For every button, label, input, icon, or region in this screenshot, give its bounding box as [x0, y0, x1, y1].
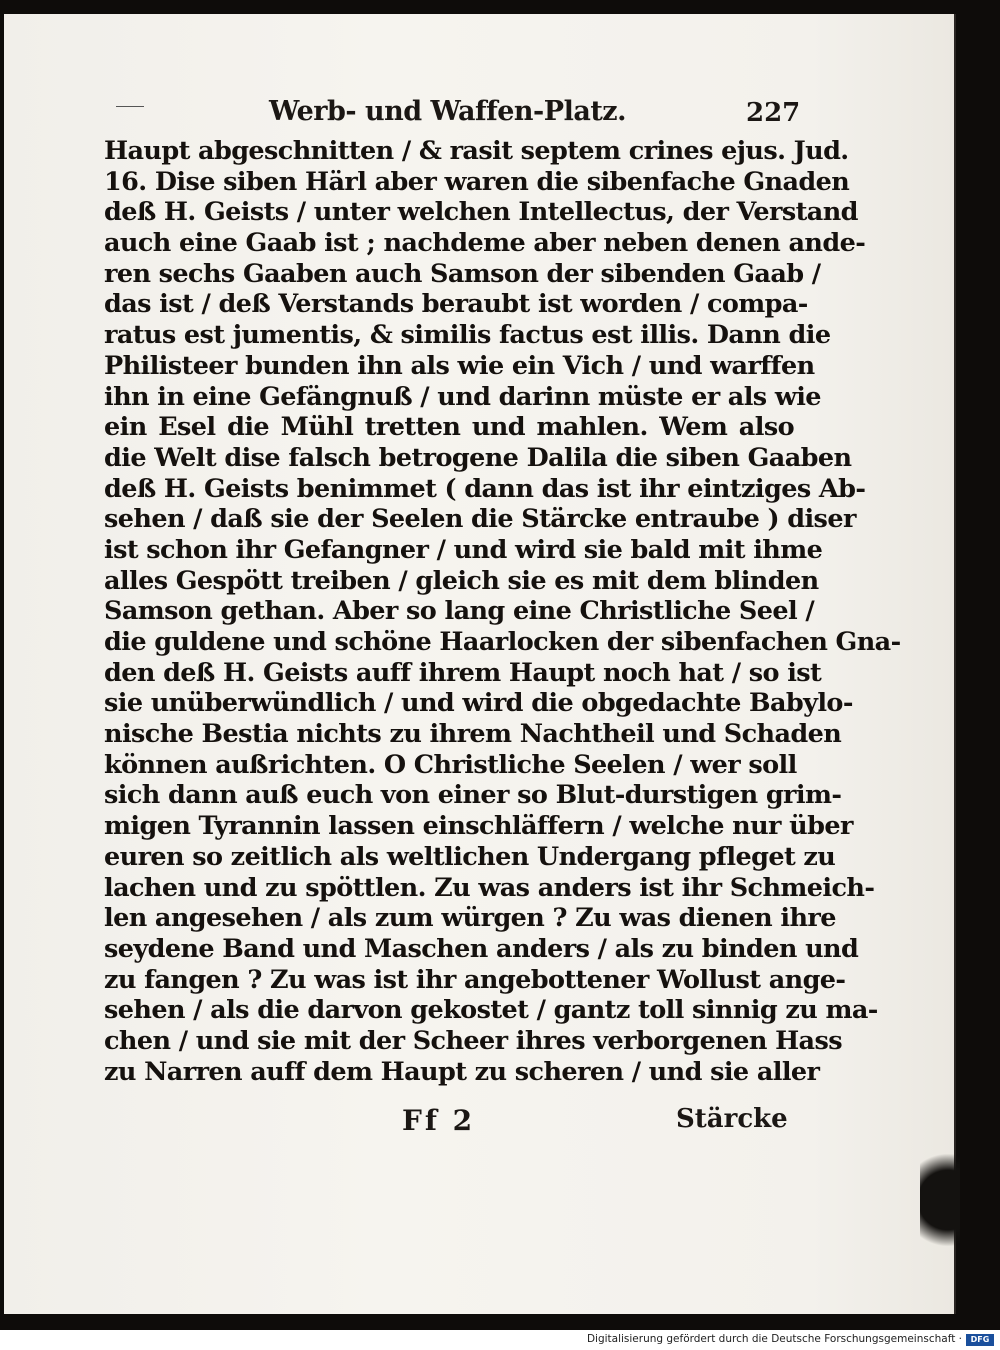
- text-line: euren so zeitlich als weltlichen Undergang pfleget zu: [104, 841, 836, 872]
- page-edge-shadow: [920, 1140, 960, 1260]
- page-number: 227: [746, 98, 801, 128]
- body-text: [104, 136, 901, 1087]
- text-line: ihn in eine Gefängnuß / und darinn müste er als wie: [104, 381, 821, 412]
- text-line: ratus est jumentis, & similis factus est illis. Dann die: [104, 320, 831, 351]
- text-line: deß H. Geists / unter welchen Intellectus, der Verstand: [104, 197, 858, 228]
- text-line: auch eine Gaab ist ; nachdeme aber neben denen ande-: [104, 228, 866, 259]
- book-page: [4, 14, 956, 1314]
- text-line: sie unüberwündlich / und wird die obgedachte Babylo-: [104, 688, 853, 719]
- text-line: zu fangen ? Zu was ist ihr angebottener Wollust ange-: [104, 964, 846, 995]
- signature-mark: Ff 2: [402, 1104, 476, 1137]
- margin-rule: [116, 106, 144, 107]
- text-line: den deß H. Geists auff ihrem Haupt noch hat / so ist: [104, 657, 822, 688]
- text-line: lachen und zu spöttlen. Zu was anders ist ihr Schmeich-: [104, 872, 875, 903]
- text-line: Philisteer bunden ihn als wie ein Vich / und warffen: [104, 350, 815, 381]
- text-line: zu Narren auff dem Haupt zu scheren / und sie aller: [104, 1056, 820, 1087]
- text-line: ren sechs Gaaben auch Samson der sibenden Gaab /: [104, 258, 821, 289]
- text-line: die guldene und schöne Haarlocken der sibenfachen Gna-: [104, 627, 901, 657]
- text-line: ist schon ihr Gefangner / und wird sie bald mit ihme: [104, 534, 823, 565]
- text-line: sehen / als die darvon gekostet / gantz toll sinnig zu ma-: [104, 995, 878, 1026]
- text-line: Samson gethan. Aber so lang eine Christliche Seel /: [104, 596, 815, 627]
- text-line: seydene Band und Maschen anders / als zu binden und: [104, 933, 859, 964]
- text-line: sehen / daß sie der Seelen die Stärcke entraube ) diser: [104, 504, 856, 535]
- text-line: alles Gespött treiben / gleich sie es mit dem blinden: [104, 565, 819, 596]
- text-line: ein Esel die Mühl tretten und mahlen. Wem also: [104, 412, 794, 443]
- text-line: deß H. Geists benimmet ( dann das ist ihr eintziges Ab-: [104, 473, 866, 504]
- running-head: Werb- und Waffen-Platz.: [269, 96, 627, 127]
- footer: [0, 1330, 1000, 1350]
- text-line: len angesehen / als zum würgen ? Zu was dienen ihre: [104, 903, 836, 934]
- text-line: sich dann auß euch von einer so Blut-durstigen grim-: [104, 780, 842, 811]
- text-line: nische Bestia nichts zu ihrem Nachtheil und Schaden: [104, 719, 842, 750]
- text-line: das ist / deß Verstands beraubt ist worden / compa-: [104, 289, 808, 320]
- text-line: Haupt abgeschnitten / & rasit septem crines ejus. Jud.: [104, 136, 849, 166]
- catchword: Stärcke: [676, 1104, 788, 1134]
- text-line: die Welt dise falsch betrogene Dalila die siben Gaaben: [104, 442, 852, 473]
- text-line: 16. Dise siben Härl aber waren die sibenfache Gnaden: [104, 166, 850, 197]
- text-line: migen Tyrannin lassen einschläffern / welche nur über: [104, 811, 853, 842]
- text-line: können außrichten. O Christliche Seelen / wer soll: [104, 749, 797, 780]
- text-line: chen / und sie mit der Scheer ihres verborgenen Hass: [104, 1025, 842, 1056]
- footer-credit: Digitalisierung gefördert durch die Deutsche Forschungsgemeinschaft ·: [586, 1333, 962, 1345]
- dfg-logo: DFG: [966, 1334, 994, 1346]
